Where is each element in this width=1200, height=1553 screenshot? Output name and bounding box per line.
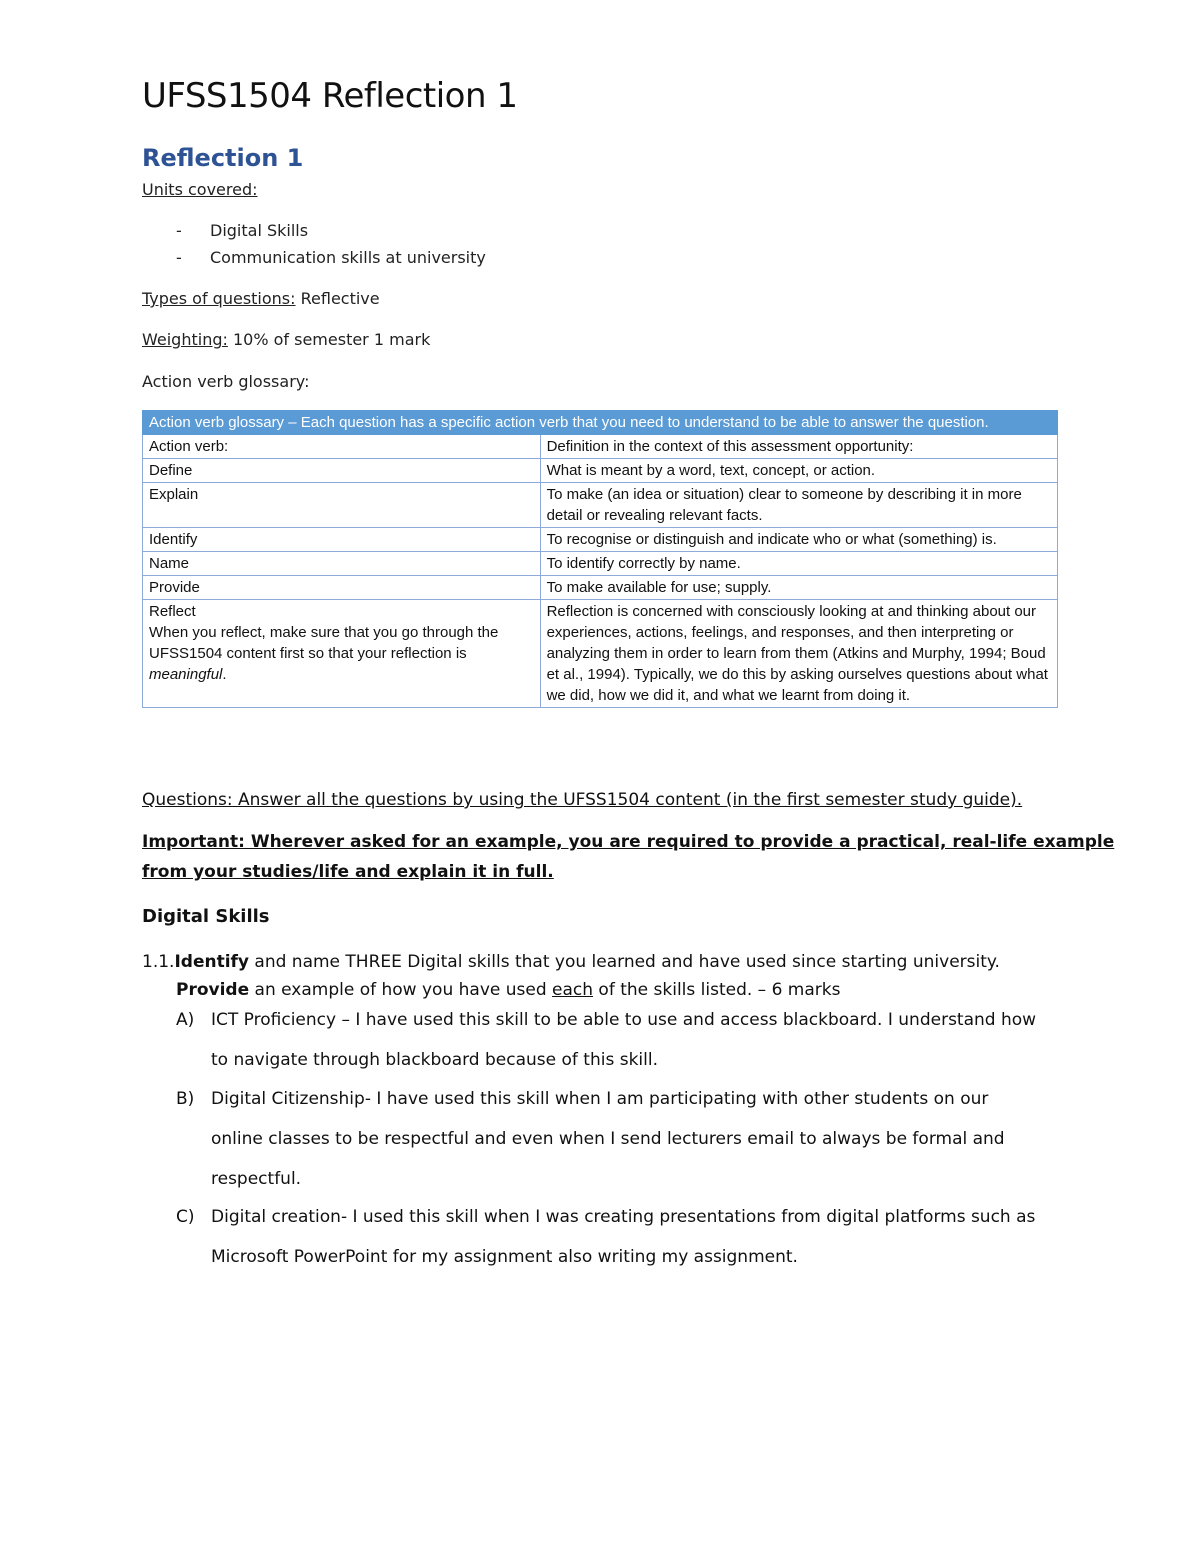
- reflect-note-emphasis: meaningful: [149, 666, 223, 683]
- answer-letter: C): [176, 1207, 195, 1227]
- important-note-line2: from your studies/life and explain it in full.: [142, 862, 554, 882]
- answer-line: online classes to be respectful and even when I send lecturers email to always be formal and: [211, 1129, 1005, 1149]
- reflect-note-end: .: [222, 666, 227, 683]
- weighting: [142, 330, 430, 349]
- table-row: [143, 600, 1058, 708]
- verb-cell: Name: [143, 552, 541, 576]
- table-header-row: [143, 411, 1058, 435]
- verb-cell: Identify: [143, 528, 541, 552]
- table-column-header-row: [143, 435, 1058, 459]
- document-title: UFSS1504 Reflection 1: [142, 76, 518, 116]
- question-number: 1.1.: [142, 952, 175, 972]
- table-row: [143, 576, 1058, 600]
- weighting-label: Weighting:: [142, 330, 228, 349]
- answer-line: Digital Citizenship- I have used this skill when I am participating with other students on our: [211, 1089, 989, 1109]
- answer-line: ICT Proficiency – I have used this skill to be able to use and access blackboard. I understand how: [211, 1010, 1037, 1030]
- dash-marker: -: [176, 248, 182, 267]
- question-text: of the skills listed. – 6 marks: [593, 980, 841, 1000]
- question-1-1-line2: [176, 980, 840, 1000]
- definition-cell: Reflection is concerned with consciously looking at and thinking about our experiences, actions, feelings, and responses, and then interpreting or analyzing them in order to learn from them (Atkins and Murphy, 1994; Boud et al., 1994). Typically, we do this by asking ourselves questions about what we did, how we did it, and what we learnt from doing it.: [540, 600, 1057, 708]
- answer-line: respectful.: [211, 1169, 302, 1189]
- answer-text: [211, 1197, 1091, 1277]
- unit-item-label: Communication skills at university: [210, 248, 486, 267]
- verb-reflect: Reflect: [149, 603, 196, 620]
- types-value: Reflective: [295, 289, 380, 308]
- definition-cell: What is meant by a word, text, concept, or action.: [540, 459, 1057, 483]
- question-text: and name THREE Digital skills that you learned and have used since starting university.: [249, 952, 1000, 972]
- questions-instruction: Questions: Answer all the questions by using the UFSS1504 content (in the first semester study guide).: [142, 790, 1023, 810]
- unit-item: [176, 248, 486, 267]
- important-note-line1: Important: Wherever asked for an example, you are required to provide a practical, real-life example: [142, 832, 1115, 852]
- types-label: Types of questions:: [142, 289, 296, 308]
- answer-line: Digital creation- I used this skill when I was creating presentations from digital platforms such as: [211, 1207, 1036, 1227]
- question-text-underlined: each: [552, 980, 594, 1000]
- reflect-note-text: When you reflect, make sure that you go through the UFSS1504 content first so that your reflection is: [149, 624, 499, 662]
- unit-item-label: Digital Skills: [210, 221, 309, 240]
- answer-text: [211, 1000, 1091, 1080]
- action-verb-identify: Identify: [174, 952, 250, 972]
- action-verb-provide: Provide: [176, 980, 250, 1000]
- verb-cell: Explain: [143, 483, 541, 528]
- glossary-label: Action verb glossary:: [142, 372, 310, 391]
- units-label: Units covered:: [142, 180, 258, 199]
- question-1-1-line1: [142, 952, 1000, 972]
- table-row: [143, 483, 1058, 528]
- answer-letter: B): [176, 1089, 195, 1109]
- answer-letter: A): [176, 1010, 195, 1030]
- table-header-cell: Action verb glossary – Each question has a specific action verb that you need to understand to be able to answer the question.: [143, 411, 1058, 435]
- dash-marker: -: [176, 221, 182, 240]
- answer-line: Microsoft PowerPoint for my assignment also writing my assignment.: [211, 1247, 798, 1267]
- definition-cell: To make (an idea or situation) clear to someone by describing it in more detail or revealing relevant facts.: [540, 483, 1057, 528]
- table-row: [143, 459, 1058, 483]
- weighting-value: 10% of semester 1 mark: [227, 330, 431, 349]
- column-header-verb: Action verb:: [143, 435, 541, 459]
- column-header-definition: Definition in the context of this assessment opportunity:: [540, 435, 1057, 459]
- definition-cell: To identify correctly by name.: [540, 552, 1057, 576]
- unit-item: [176, 221, 308, 240]
- table-row: [143, 552, 1058, 576]
- verb-cell: Provide: [143, 576, 541, 600]
- action-verb-glossary-table: [142, 410, 1058, 708]
- reflect-note: [149, 622, 534, 685]
- definition-cell: To recognise or distinguish and indicate who or what (something) is.: [540, 528, 1057, 552]
- verb-cell: Define: [143, 459, 541, 483]
- answer-text: [211, 1079, 1091, 1199]
- answer-line: to navigate through blackboard because of this skill.: [211, 1050, 658, 1070]
- section-digital-skills: Digital Skills: [142, 906, 270, 927]
- table-row: [143, 528, 1058, 552]
- question-text: an example of how you have used: [249, 980, 553, 1000]
- definition-cell: To make available for use; supply.: [540, 576, 1057, 600]
- verb-cell: [143, 600, 541, 708]
- types-of-questions: [142, 289, 380, 308]
- section-heading: Reflection 1: [142, 144, 304, 172]
